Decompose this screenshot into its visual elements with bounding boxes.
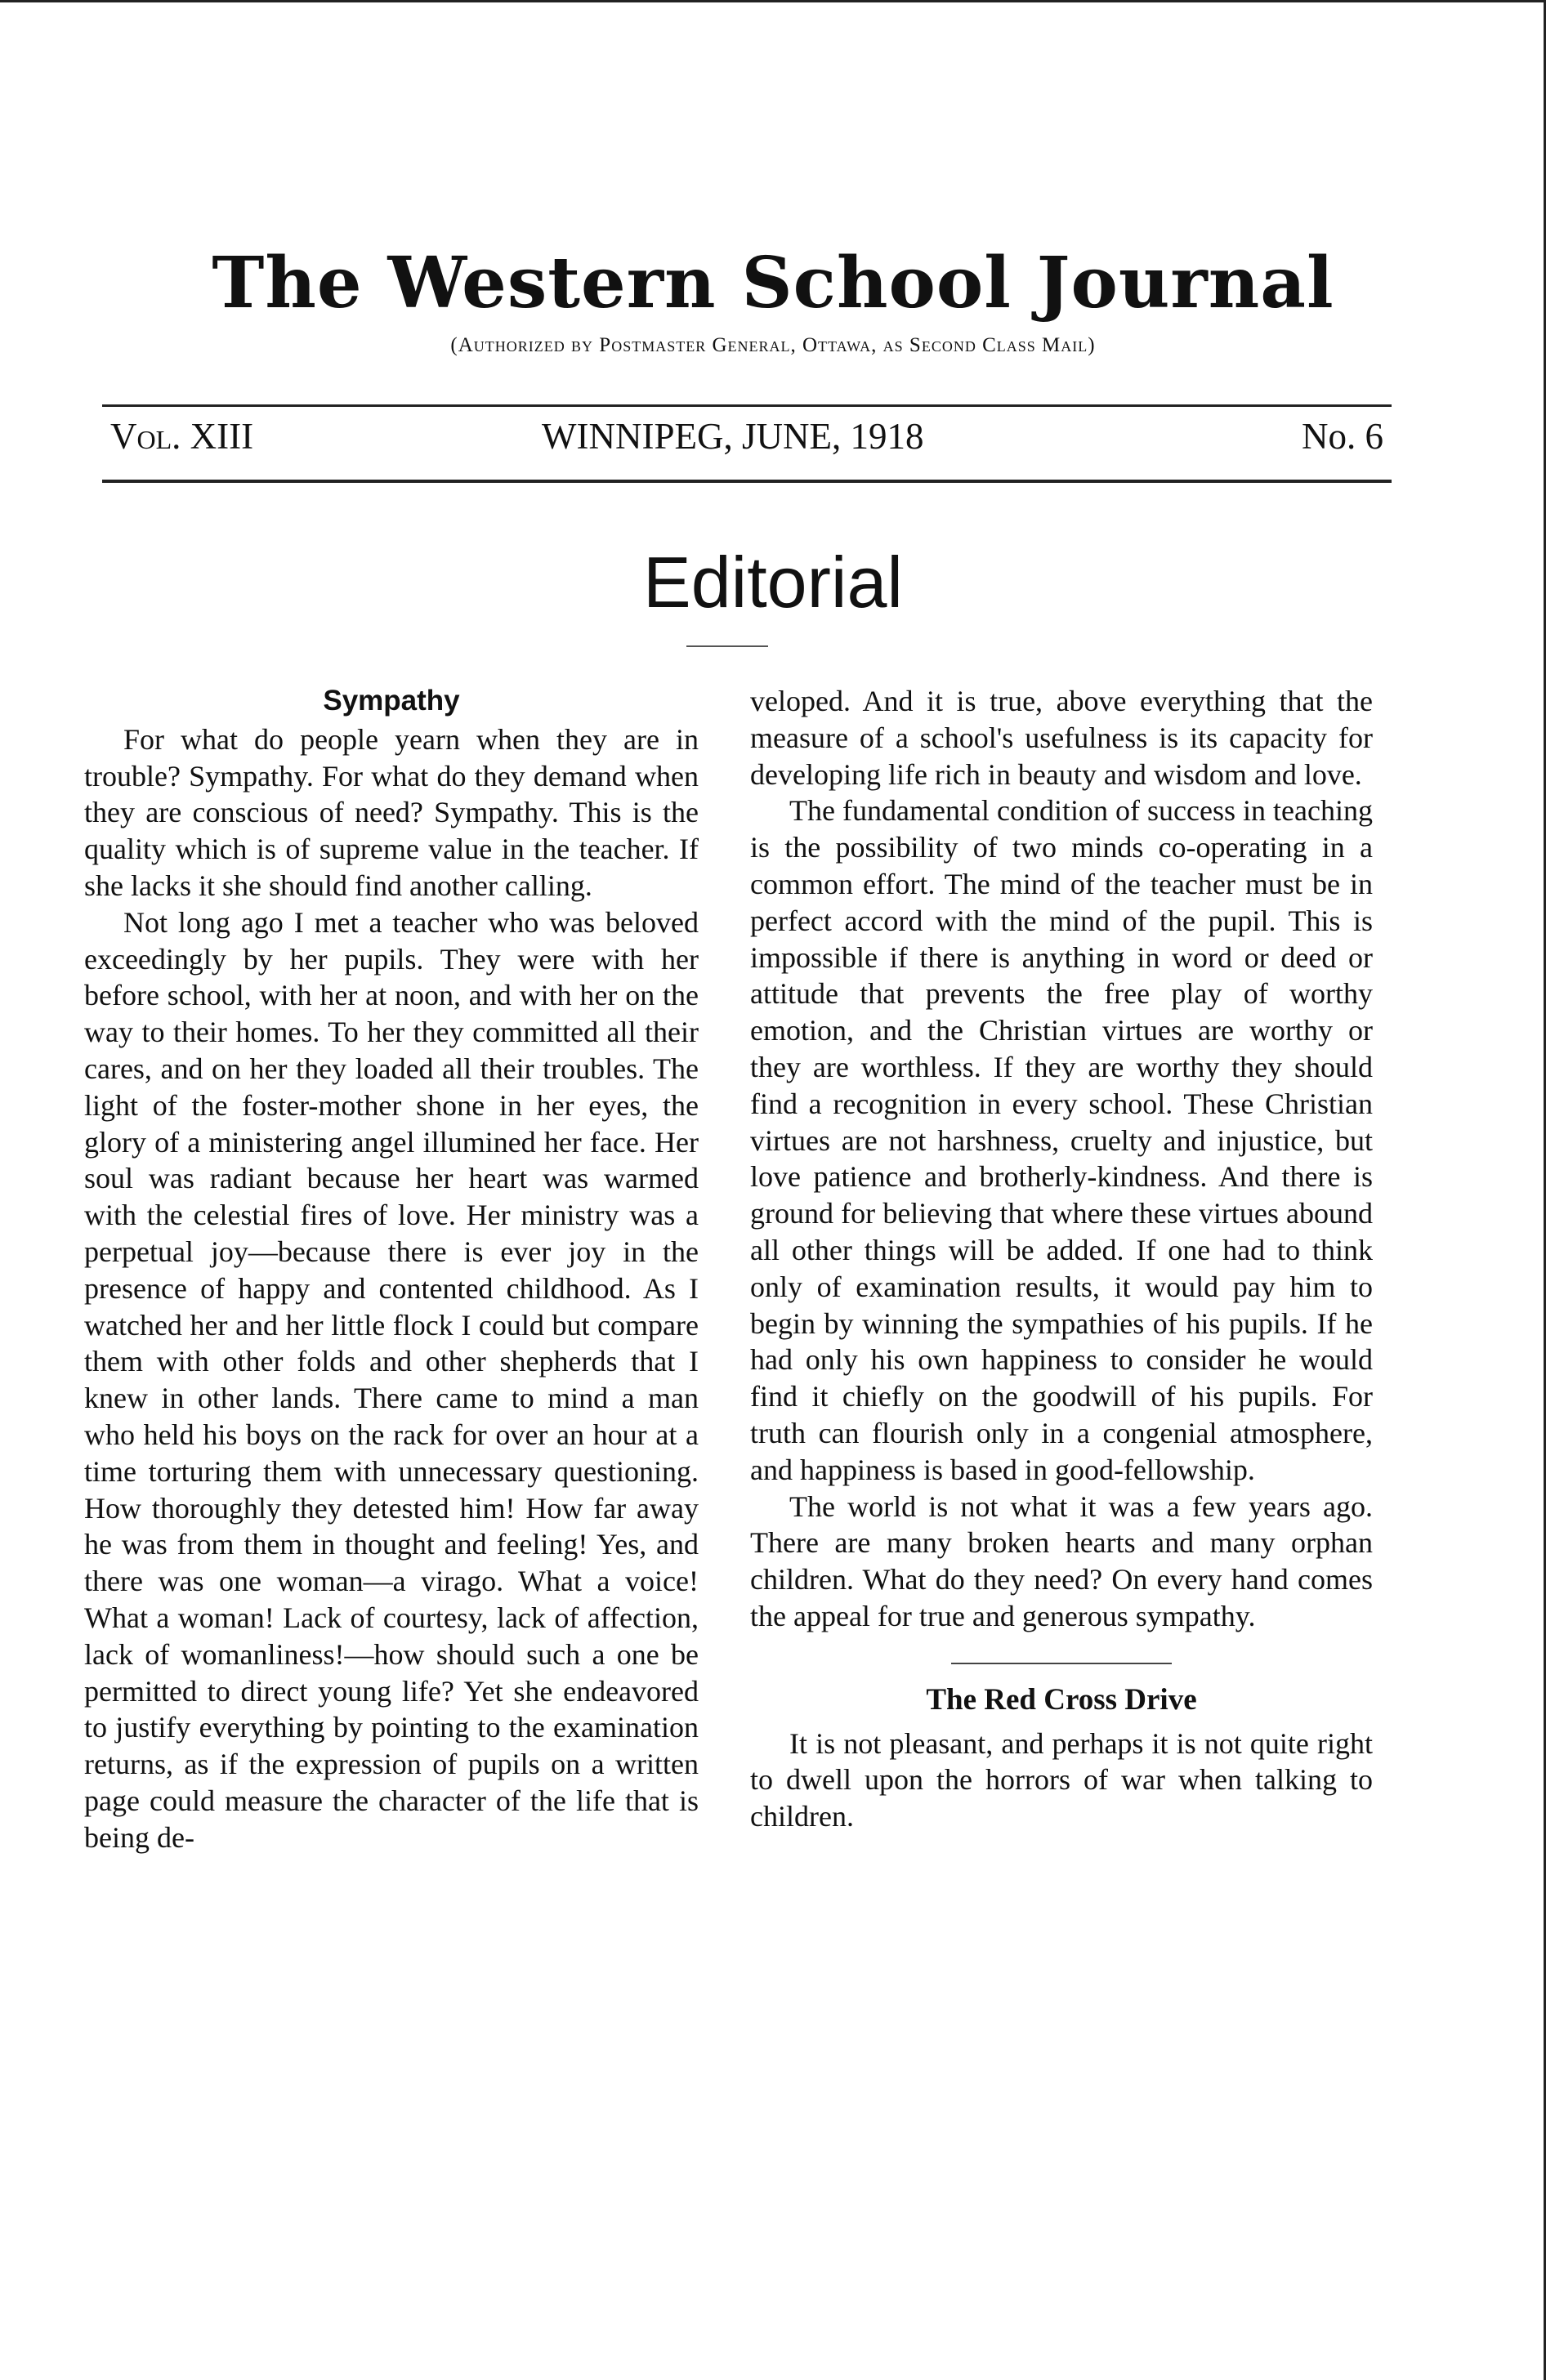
article-heading-red-cross: The Red Cross Drive <box>926 1682 1197 1717</box>
sympathy-paragraph-2: Not long ago I met a teacher who was beloved exceedingly by her pupils. They were with her before school, with her at noon, and with her on the way to their homes. To her they committed all their cares, and on her they loaded all their troubles. The light of the foster-mother shone in her eyes, the glory of a ministering angel illumined her face. Her soul was radiant because her heart was warmed with the celestial fires of love. Her ministry was a perpetual joy—because there is ever joy in the presence of happy and contented childhood. As I watched her and her little flock I could but compare them with other folds and other shepherds that I knew in other lands. There came to mind a man who held his boys on the rack for over an hour at a time torturing them with unnecessary questioning. How thoroughly they detested him! How far away he was from them in thought and feeling! Yes, and there was one woman—a virago. What a voice! What a woman! Lack of courtesy, lack of affection, lack of womanliness!—how should such a one be permitted to direct young life? Yet she endeavored to justify everything by pointing to the examination returns, as if the expression of pupils on a written page could measure the character of the life that is being de- <box>84 905 699 1854</box>
article-divider <box>951 1663 1172 1664</box>
page-edge-top <box>0 0 1546 2</box>
issue-rule-top <box>102 404 1392 407</box>
article-heading-sympathy: Sympathy <box>323 685 460 717</box>
sympathy-paragraph-3: The fundamental condition of success in teaching is the possibility of two minds co-operating in a common effort. The mind of the teacher must be in perfect accord with the mind of the pupil. This is impossible if there is anything in word or deed or attitude that prevents the free play of worthy emotion, and the Christian virtues are worthy or they are worthless. If they are worthy they should find a recognition in every school. These Christian virtues are not harshness, cruelty and injustice, but love patience and brotherly-kindness. And there is ground for believing that where these virtues abound all other things will be added. If one had to think only of examination results, it would pay him to begin by winning the sympathies of his pupils. If he had only his own happiness to consider he would find it chiefly on the goodwill of his pupils. For truth can flourish only in a congenial atmosphere, and happiness is based in good-fellowship. <box>750 794 1373 1486</box>
mailing-authorization: (Authorized by Postmaster General, Ottawa, as Second Class Mail) <box>450 333 1096 356</box>
sympathy-paragraph-1: For what do people yearn when they are in trouble? Sympathy. For what do they demand when they are conscious of need? Sympathy. This is the quality which is of supreme value in the teacher. If she lacks it she should find another calling. <box>84 722 699 902</box>
issue-rule-bottom <box>102 480 1392 483</box>
sympathy-paragraph-4: The world is not what it was a few years ago. There are many broken hearts and many orphan children. What do they need? On every hand comes the appeal for true and generous sympathy. <box>750 1489 1373 1632</box>
masthead <box>0 242 1546 357</box>
column-left <box>84 683 699 1856</box>
issue-line <box>110 415 1383 464</box>
journal-title: The Western School Journal <box>212 242 1334 324</box>
column-right <box>750 683 1373 1835</box>
volume-label: Vol. XIII <box>110 416 254 457</box>
sympathy-paragraph-2-continued: veloped. And it is true, above everything that the measure of a school's usefulness is its capacity for developing life rich in beauty and wisdom and love. <box>750 685 1373 791</box>
section-title: Editorial <box>643 542 903 623</box>
place-date: WINNIPEG, JUNE, 1918 <box>542 416 924 457</box>
issue-number: No. 6 <box>1302 416 1383 457</box>
title-underline <box>686 645 768 647</box>
red-cross-paragraph-1: It is not pleasant, and perhaps it is not quite right to dwell upon the horrors of war when talking to children. <box>750 1726 1373 1833</box>
